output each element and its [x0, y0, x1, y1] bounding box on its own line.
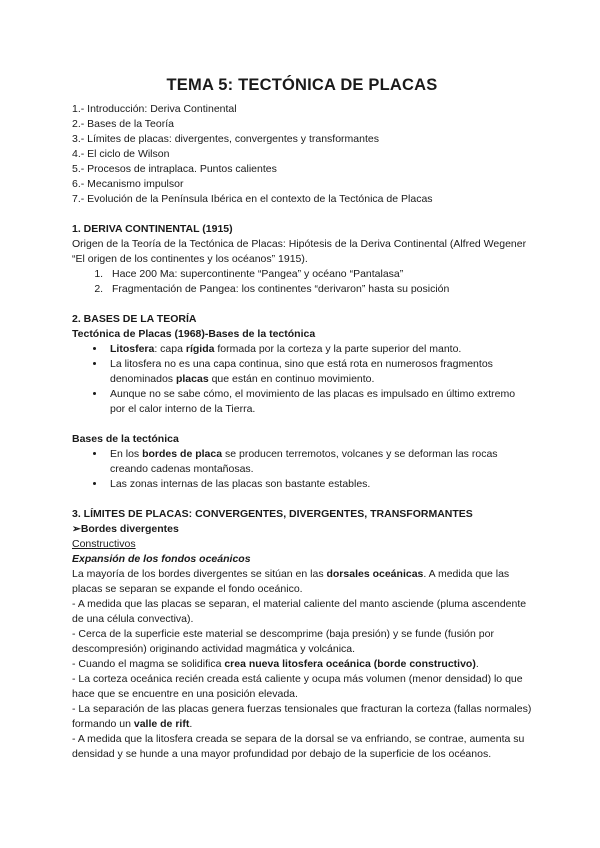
- text: - La separación de las placas genera fuerzas tensionales que fracturan la corteza (fallas normales) formando un: [72, 703, 532, 730]
- list-item: 1. Hace 200 Ma: supercontinente “Pangea” y océano “Pantalasa”: [106, 267, 532, 282]
- paragraph: [72, 657, 532, 672]
- paragraph: [72, 567, 532, 597]
- list-item: [106, 447, 532, 477]
- toc-item: 2.- Bases de la Teoría: [72, 118, 174, 130]
- text: se producen terremotos, volcanes y se deforman las rocas creando cadenas montañosas.: [110, 448, 498, 475]
- section-3: [72, 507, 532, 762]
- document-page: [72, 68, 532, 762]
- text: La litosfera no es una capa continua, sino que está rota en numerosos fragmentos denominados: [110, 358, 493, 385]
- paragraph: - A medida que la litosfera creada se separa de la dorsal se va enfriando, se contrae, aumenta su densidad y se hunde a una mayor profundidad por debajo de la superficie de los océanos.: [72, 733, 525, 760]
- italic-heading: Expansión de los fondos oceánicos: [72, 553, 251, 565]
- paragraph: [72, 702, 532, 732]
- subheading: [72, 522, 532, 537]
- paragraph: Origen de la Teoría de la Tectónica de Placas: Hipótesis de la Deriva Continental (Alfred Wegener “El origen de los continentes y los océanos” 1915).: [72, 238, 527, 265]
- toc-item: 5.- Procesos de intraplaca. Puntos calientes: [72, 163, 277, 175]
- toc-item: 7.- Evolución de la Península Ibérica en el contexto de la Tectónica de Placas: [72, 193, 433, 205]
- bold-term: dorsales oceánicas: [326, 568, 424, 580]
- bold-term: valle de rift: [133, 718, 190, 730]
- paragraph: - Cerca de la superficie este material se descomprime (baja presión) y se funde (fusión por descompresión) originando actividad magmática y volcánica.: [72, 628, 494, 655]
- page-title: TEMA 5: TECTÓNICA DE PLACAS: [166, 76, 438, 94]
- paragraph: - La corteza oceánica recién creada está caliente y ocupa más volumen (menor densidad) lo que hace que se encuentre en una posición elevada.: [72, 673, 523, 700]
- underlined-label: Constructivos: [72, 538, 136, 550]
- arrow-bullet-icon: ➢: [72, 523, 81, 535]
- bold-term: rígida: [185, 343, 215, 355]
- text: .: [475, 658, 479, 670]
- list-item: [106, 357, 532, 387]
- section-2: [72, 312, 532, 492]
- bullet-list: [72, 447, 532, 492]
- text: formada por la corteza y la parte superior del manto.: [214, 343, 462, 355]
- list-item: • Las zonas internas de las placas son bastante estables.: [106, 477, 532, 492]
- toc-item: 6.- Mecanismo impulsor: [72, 178, 184, 190]
- list-item: [106, 342, 532, 357]
- text: que están en continuo movimiento.: [208, 373, 375, 385]
- text: La mayoría de los bordes divergentes se sitúan en las: [72, 568, 327, 580]
- toc-item: 3.- Límites de placas: divergentes, convergentes y transformantes: [72, 133, 379, 145]
- section-heading: 1. DERIVA CONTINENTAL (1915): [72, 223, 233, 235]
- bullet-list: [72, 342, 532, 417]
- section-1: [72, 222, 532, 297]
- section-heading: 2. BASES DE LA TEORÍA: [72, 313, 197, 325]
- text: . A medida que las placas se separan se expande el fondo oceánico.: [72, 568, 510, 595]
- bold-term: bordes de placa: [142, 448, 223, 460]
- text: Bordes divergentes: [80, 523, 179, 535]
- paragraph: - A medida que las placas se separan, el material caliente del manto asciende (pluma ascendente de una célula convectiva).: [72, 598, 527, 625]
- toc-item: 4.- El ciclo de Wilson: [72, 148, 170, 160]
- subheading: Tectónica de Placas (1968)-Bases de la tectónica: [72, 328, 316, 340]
- section-heading: 3. LÍMITES DE PLACAS: CONVERGENTES, DIVERGENTES, TRANSFORMANTES: [72, 508, 473, 520]
- bold-term: crea nueva litosfera oceánica (borde constructivo): [224, 658, 476, 670]
- list-item: 2. Fragmentación de Pangea: los continentes “derivaron” hasta su posición: [106, 282, 532, 297]
- numbered-list: [72, 267, 532, 297]
- text: En los: [110, 448, 143, 460]
- bold-term: placas: [175, 373, 209, 385]
- text: - Cuando el magma se solidifica: [72, 658, 225, 670]
- text: .: [189, 718, 193, 730]
- subheading: Bases de la tectónica: [72, 433, 179, 445]
- table-of-contents: [72, 102, 532, 207]
- list-item: • Aunque no se sabe cómo, el movimiento de las placas es impulsado en último extremo por el calor interno de la Tierra.: [106, 387, 532, 417]
- bold-term: Litosfera: [110, 343, 155, 355]
- toc-item: 1.- Introducción: Deriva Continental: [72, 103, 237, 115]
- text: : capa: [154, 343, 186, 355]
